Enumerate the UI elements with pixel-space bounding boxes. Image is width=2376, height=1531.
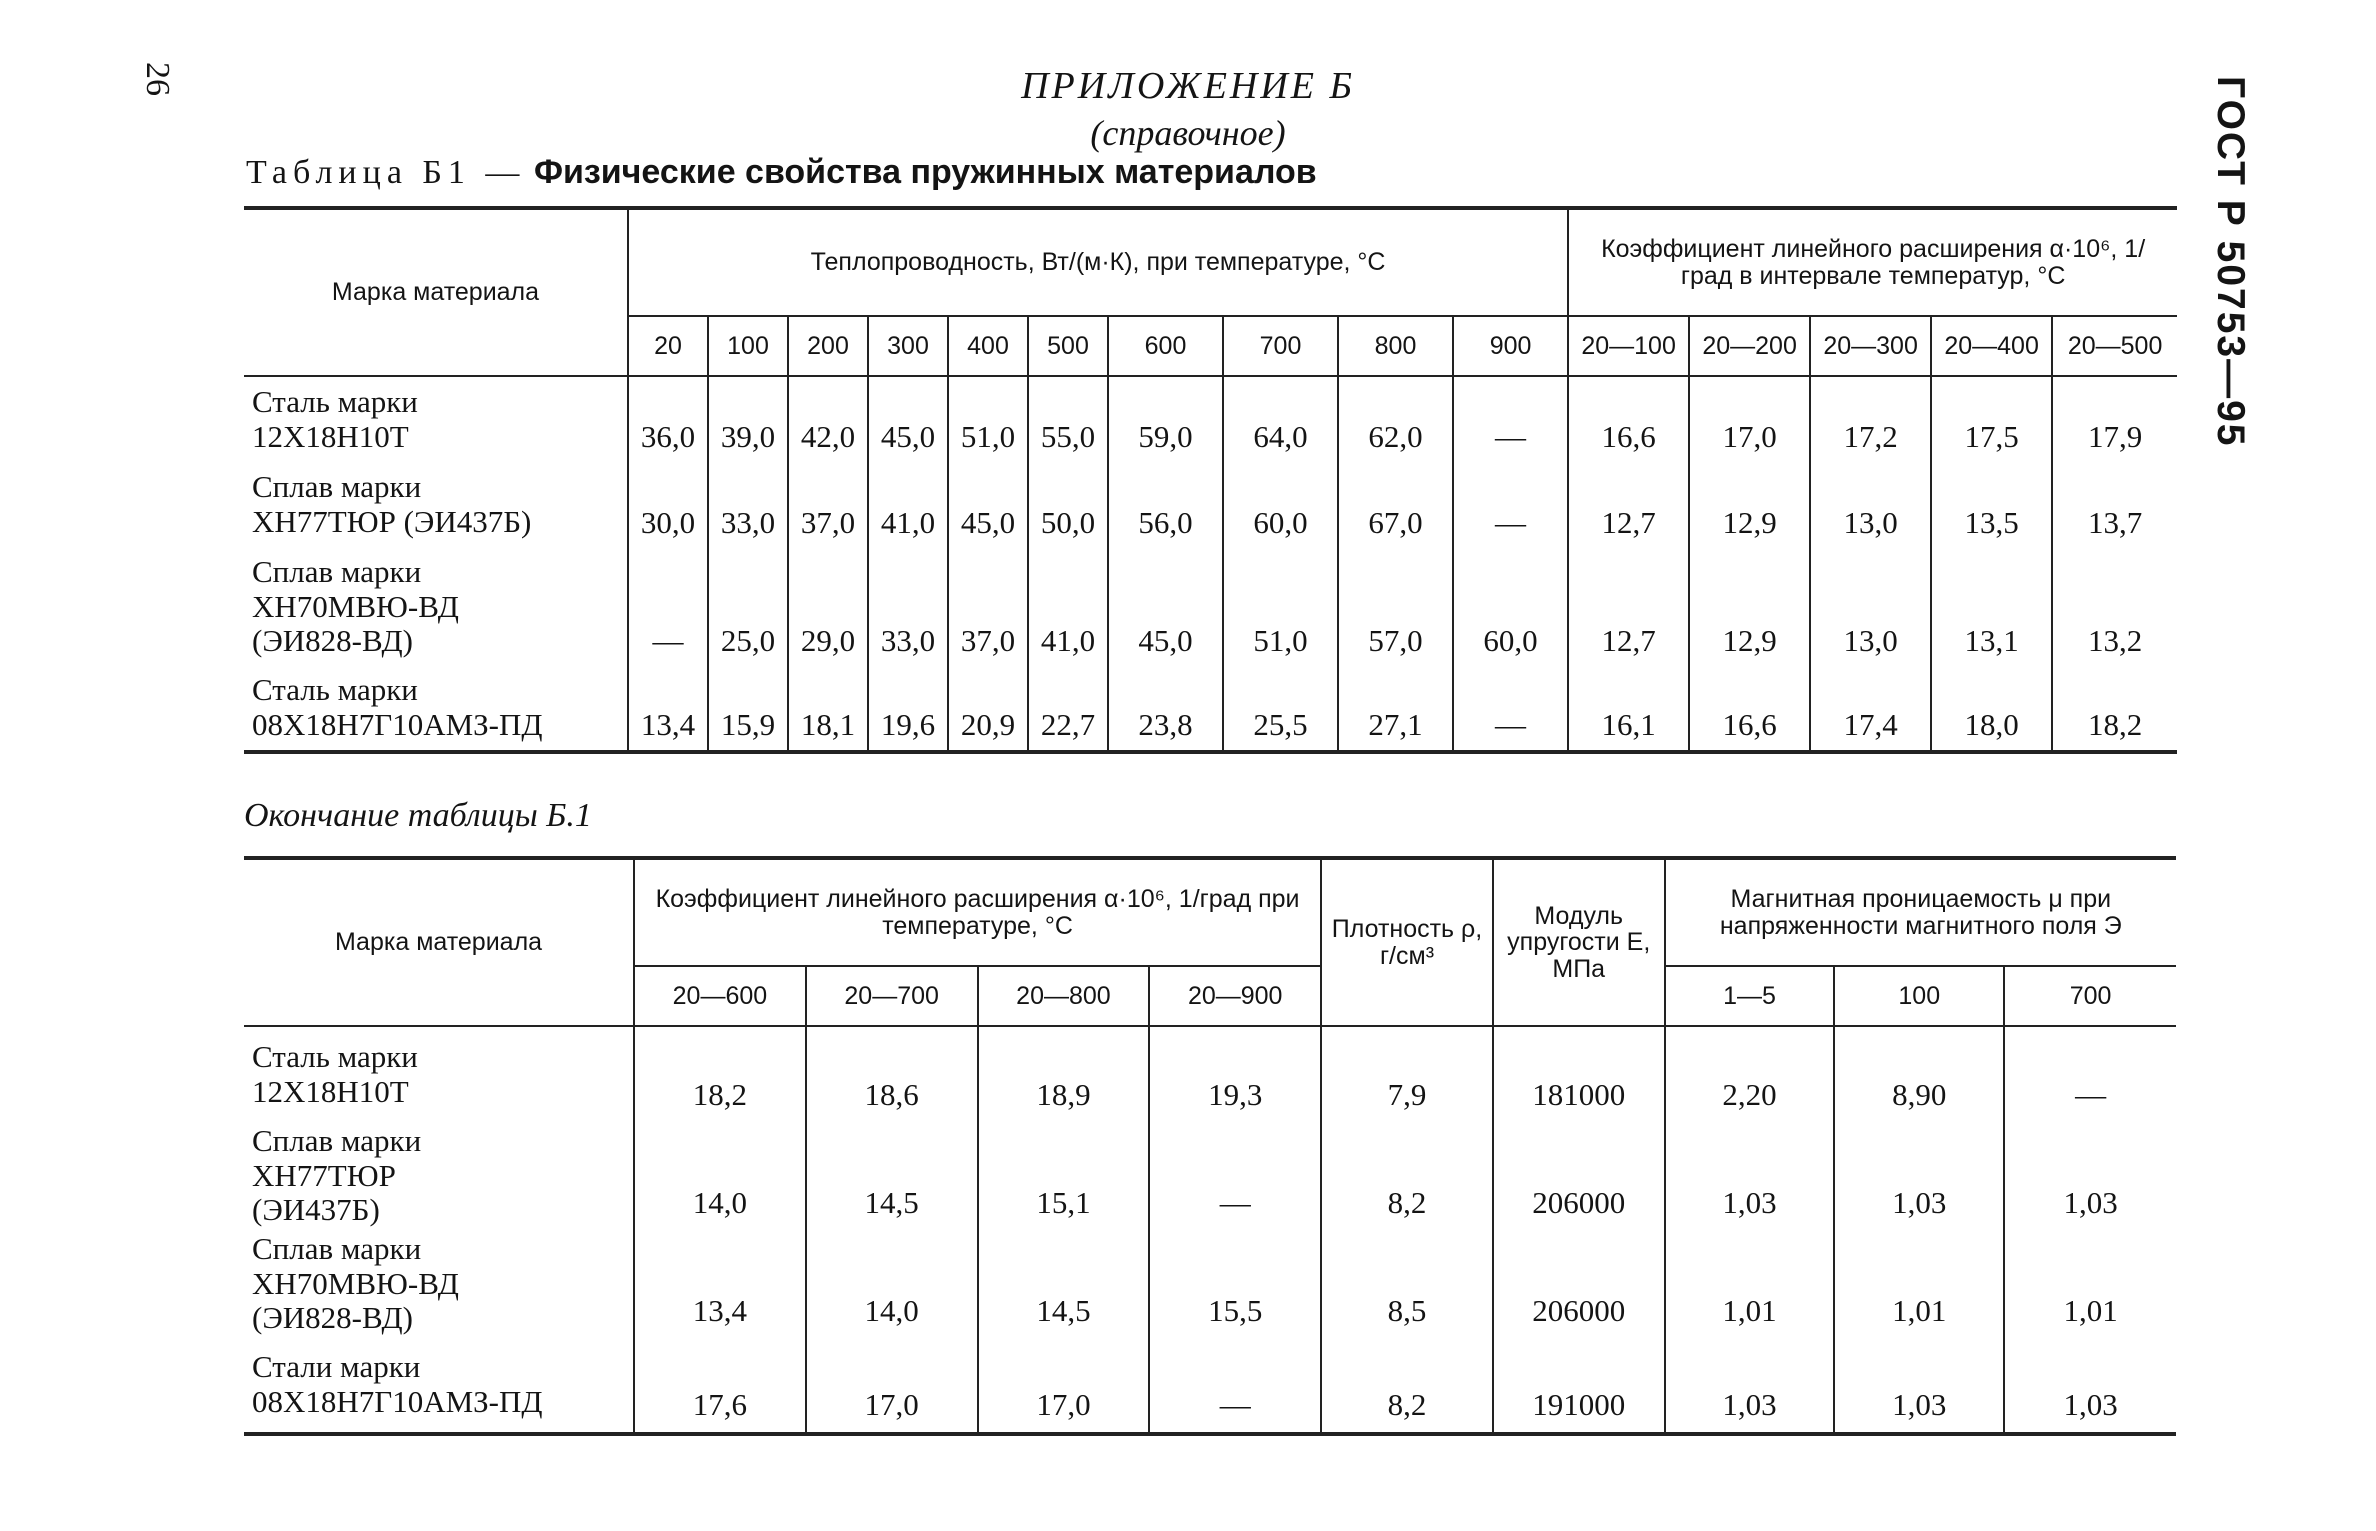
material-name-line: 08Х18Н7Г10АМЗ-ПД (252, 1384, 543, 1419)
material-name-line: (ЭИ437Б) (252, 1192, 380, 1228)
conductivity-temp-header: 300 (868, 316, 948, 376)
table-label: Таблица Б1 — (246, 154, 526, 191)
material-column-header-2: Марка материала (244, 858, 634, 1026)
expansion-range-header: 20—700 (806, 966, 978, 1026)
permeability-value: 1,01 (1834, 1230, 2004, 1338)
expansion-range-header: 20—100 (1568, 316, 1689, 376)
conductivity-temp-header: 700 (1223, 316, 1338, 376)
permeability-value: 1,03 (1834, 1122, 2004, 1230)
expansion-value: 18,2 (634, 1026, 806, 1122)
expansion-value: 12,7 (1568, 462, 1689, 548)
material-name-line: Сталь марки (252, 383, 418, 419)
expansion-value: 17,4 (1810, 666, 1931, 752)
material-name (244, 462, 628, 548)
permeability-value: 1,03 (1665, 1122, 1835, 1230)
density-column-header: Плотность ρ, г/см³ (1321, 858, 1493, 1026)
conductivity-value: — (1453, 666, 1568, 752)
conductivity-temp-header: 400 (948, 316, 1028, 376)
conductivity-value: 42,0 (788, 376, 868, 462)
expansion-range-header: 20—800 (978, 966, 1150, 1026)
expansion-value: 15,5 (1149, 1230, 1321, 1338)
conductivity-value: 41,0 (1028, 548, 1108, 666)
table-row (244, 376, 2177, 462)
permeability-value: 1,03 (2004, 1338, 2176, 1434)
expansion-range-header: 20—500 (2052, 316, 2177, 376)
permeability-value: 8,90 (1834, 1026, 2004, 1122)
table-row (244, 462, 2177, 548)
appendix-subtitle: (справочное) (1090, 113, 1286, 153)
modulus-column-header: Модуль упругости Е, МПа (1493, 858, 1665, 1026)
material-name-line: Сплав марки (252, 1230, 422, 1266)
material-name (244, 1122, 634, 1230)
conductivity-value: 60,0 (1453, 548, 1568, 666)
conductivity-temp-header: 100 (708, 316, 788, 376)
conductivity-value: 20,9 (948, 666, 1028, 752)
expansion-value: 13,0 (1810, 548, 1931, 666)
conductivity-value: 37,0 (788, 462, 868, 548)
modulus-value: 181000 (1493, 1026, 1665, 1122)
material-name (244, 548, 628, 666)
continuation-caption: Окончание таблицы Б.1 (244, 797, 592, 834)
expansion-value: 13,2 (2052, 548, 2177, 666)
expansion-range-header: 20—300 (1810, 316, 1931, 376)
expansion-value: 13,5 (1931, 462, 2052, 548)
expansion-value: 17,2 (1810, 376, 1931, 462)
conductivity-value: 51,0 (948, 376, 1028, 462)
material-name-line: 12Х18Н10Т (252, 1073, 409, 1109)
table-title: Физические свойства пружинных материалов (533, 153, 1317, 191)
conductivity-value: 15,9 (708, 666, 788, 752)
conductivity-value: 13,4 (628, 666, 708, 752)
material-name-line: ХН70МВЮ-ВД (252, 1265, 459, 1301)
material-name-line: Стали марки (252, 1349, 421, 1385)
material-name (244, 1230, 634, 1338)
material-name (244, 1338, 634, 1434)
expansion-value: 16,6 (1689, 666, 1810, 752)
expansion-value: 13,4 (634, 1230, 806, 1338)
conductivity-value: — (1453, 376, 1568, 462)
material-name-line: 08Х18Н7Г10АМЗ-ПД (252, 707, 543, 742)
permeability-field-header: 100 (1834, 966, 2004, 1026)
modulus-value: 191000 (1493, 1338, 1665, 1434)
material-name (244, 376, 628, 462)
material-name (244, 1026, 634, 1122)
density-value: 7,9 (1321, 1026, 1493, 1122)
conductivity-temp-header: 600 (1108, 316, 1223, 376)
material-name-line: (ЭИ828-ВД) (252, 1300, 413, 1336)
conductivity-value: 19,6 (868, 666, 948, 752)
permeability-value: 1,01 (1665, 1230, 1835, 1338)
conductivity-value: 36,0 (628, 376, 708, 462)
material-name-line: ХН77ТЮР (252, 1157, 396, 1193)
material-name-line: 12Х18Н10Т (252, 418, 409, 454)
physical-properties-table-part-1 (244, 206, 2177, 754)
expansion-value: 12,9 (1689, 462, 1810, 548)
material-name-line: Сплав марки (252, 1122, 422, 1158)
expansion-value: 14,5 (978, 1230, 1150, 1338)
expansion-value: 14,0 (806, 1230, 978, 1338)
expansion-value: 13,1 (1931, 548, 2052, 666)
density-value: 8,2 (1321, 1338, 1493, 1434)
table-row (244, 548, 2177, 666)
permeability-value: 1,03 (1665, 1338, 1835, 1434)
expansion-value: 17,9 (2052, 376, 2177, 462)
conductivity-value: 23,8 (1108, 666, 1223, 752)
standard-code: ГОСТ Р 50753—95 (2209, 76, 2252, 448)
material-name-line: ХН70МВЮ-ВД (252, 588, 459, 624)
conductivity-value: 37,0 (948, 548, 1028, 666)
material-name-line: ХН77ТЮР (ЭИ437Б) (252, 504, 532, 539)
conductivity-value: 60,0 (1223, 462, 1338, 548)
conductivity-value: 56,0 (1108, 462, 1223, 548)
permeability-value: 1,01 (2004, 1230, 2176, 1338)
conductivity-temp-header: 900 (1453, 316, 1568, 376)
expansion-range-header: 20—600 (634, 966, 806, 1026)
expansion-value: 12,9 (1689, 548, 1810, 666)
modulus-value: 206000 (1493, 1230, 1665, 1338)
conductivity-value: 25,0 (708, 548, 788, 666)
conductivity-temp-header: 20 (628, 316, 708, 376)
expansion-value: 16,1 (1568, 666, 1689, 752)
material-name-line: Сталь марки (252, 672, 418, 708)
expansion-range-header: 20—200 (1689, 316, 1810, 376)
permeability-value: 1,03 (2004, 1122, 2176, 1230)
material-name-line: Сталь марки (252, 1038, 418, 1074)
conductivity-value: 39,0 (708, 376, 788, 462)
conductivity-temp-header: 800 (1338, 316, 1453, 376)
conductivity-value: 18,1 (788, 666, 868, 752)
permeability-value: 1,03 (1834, 1338, 2004, 1434)
page-number: 26 (139, 62, 176, 96)
expansion-range-header: 20—900 (1149, 966, 1321, 1026)
table-row (244, 1026, 2176, 1122)
expansion-group-header: Коэффициент линейного расширения α·10⁶, 1/град в интервале температур, °С (1568, 208, 2177, 316)
conductivity-value: 41,0 (868, 462, 948, 548)
expansion-value: 17,0 (978, 1338, 1150, 1434)
conductivity-value: 55,0 (1028, 376, 1108, 462)
material-name-line: Сплав марки (252, 469, 422, 505)
expansion-range-header: 20—400 (1931, 316, 2052, 376)
table-caption (246, 153, 1317, 192)
expansion-value: 17,0 (806, 1338, 978, 1434)
expansion-value: 19,3 (1149, 1026, 1321, 1122)
conductivity-value: 30,0 (628, 462, 708, 548)
table-row (244, 1230, 2176, 1338)
conductivity-value: 51,0 (1223, 548, 1338, 666)
permeability-group-header: Магнитная проницаемость μ при напряженности магнитного поля Э (1665, 858, 2176, 966)
expansion-value: 18,2 (2052, 666, 2177, 752)
material-name (244, 666, 628, 752)
conductivity-value: 50,0 (1028, 462, 1108, 548)
conductivity-value: 64,0 (1223, 376, 1338, 462)
expansion-value: 17,5 (1931, 376, 2052, 462)
material-name-line: (ЭИ828-ВД) (252, 623, 413, 659)
expansion-value: — (1149, 1338, 1321, 1434)
density-value: 8,5 (1321, 1230, 1493, 1338)
conductivity-value: 25,5 (1223, 666, 1338, 752)
conductivity-value: — (1453, 462, 1568, 548)
table-row (244, 1122, 2176, 1230)
expansion-value: 18,0 (1931, 666, 2052, 752)
expansion-value: 13,0 (1810, 462, 1931, 548)
conductivity-value: 27,1 (1338, 666, 1453, 752)
expansion-value: 14,5 (806, 1122, 978, 1230)
expansion-value: 15,1 (978, 1122, 1150, 1230)
conductivity-value: 45,0 (868, 376, 948, 462)
density-value: 8,2 (1321, 1122, 1493, 1230)
expansion-value: 18,9 (978, 1026, 1150, 1122)
conductivity-value: 57,0 (1338, 548, 1453, 666)
expansion-group-header-2: Коэффициент линейного расширения α·10⁶, 1/град при температуре, °С (634, 858, 1321, 966)
conductivity-temp-header: 200 (788, 316, 868, 376)
expansion-value: 17,6 (634, 1338, 806, 1434)
conductivity-value: 45,0 (1108, 548, 1223, 666)
table2-body (244, 1026, 2176, 1434)
expansion-value: 16,6 (1568, 376, 1689, 462)
conductivity-temp-header: 500 (1028, 316, 1108, 376)
table1-body (244, 376, 2177, 752)
appendix-title: ПРИЛОЖЕНИЕ Б (1021, 65, 1355, 107)
table-row (244, 1338, 2176, 1434)
conductivity-value: 45,0 (948, 462, 1028, 548)
permeability-value: — (2004, 1026, 2176, 1122)
expansion-value: 17,0 (1689, 376, 1810, 462)
conductivity-value: 59,0 (1108, 376, 1223, 462)
table-row (244, 666, 2177, 752)
permeability-field-header: 1—5 (1665, 966, 1835, 1026)
conductivity-value: 29,0 (788, 548, 868, 666)
expansion-value: 12,7 (1568, 548, 1689, 666)
expansion-value: — (1149, 1122, 1321, 1230)
material-column-header: Марка материала (244, 208, 628, 376)
conductivity-value: 62,0 (1338, 376, 1453, 462)
expansion-value: 13,7 (2052, 462, 2177, 548)
physical-properties-table-part-2 (244, 856, 2176, 1436)
conductivity-group-header: Теплопроводность, Вт/(м·К), при температуре, °С (628, 208, 1568, 316)
permeability-value: 2,20 (1665, 1026, 1835, 1122)
expansion-value: 18,6 (806, 1026, 978, 1122)
conductivity-value: 33,0 (708, 462, 788, 548)
permeability-field-header: 700 (2004, 966, 2176, 1026)
modulus-value: 206000 (1493, 1122, 1665, 1230)
expansion-value: 14,0 (634, 1122, 806, 1230)
conductivity-value: — (628, 548, 708, 666)
material-name-line: Сплав марки (252, 553, 422, 589)
conductivity-value: 22,7 (1028, 666, 1108, 752)
conductivity-value: 67,0 (1338, 462, 1453, 548)
conductivity-value: 33,0 (868, 548, 948, 666)
